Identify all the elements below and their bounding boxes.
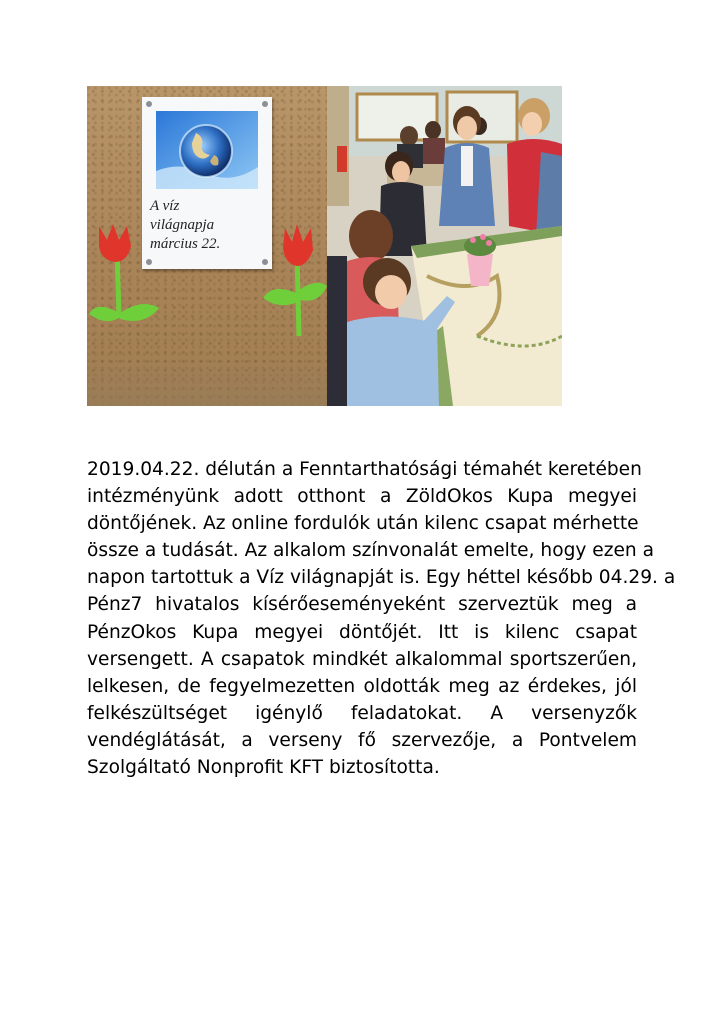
paper-tulip-left [87,218,165,338]
poster-line: világnapja [150,217,215,233]
earth-water-image [156,111,258,189]
article-line: Szolgáltató Nonprofit KFT biztosította. [87,757,440,779]
pin [262,101,268,107]
article-line: 2019.04.22. délután a Fenntarthatósági témahét keretében [87,459,642,480]
article-line: napon tartottuk a Víz világnapját is. Egy héttel később 04.29. a [87,567,676,589]
board-shadow [87,361,327,406]
article-line: döntőjének. Az online fordulók után kilenc csapat mérhette [87,513,639,535]
photo-collage [87,86,562,406]
article-body [87,456,676,781]
poster-caption [150,197,270,254]
article-line: felkészültséget igénylő feladatokat. A versenyzők [87,702,637,724]
article-line: lelkesen, de fegyelmezetten oldották meg az érdekes, jól [87,675,637,697]
article-line: versengett. A csapatok mindkét alkalommal sportszerűen, [87,648,637,670]
article-line: össze a tudását. Az alkalom színvonalát emelte, hogy ezen a [87,540,655,562]
article-line: vendéglátását, a verseny fő szervezője, a Pontvelem [87,729,637,751]
photo-poster-board [87,86,327,406]
article-line: intézményünk adott otthont a ZöldOkos Kupa megyei [87,486,637,508]
paper-tulip-right [259,218,327,348]
photo-children-at-table [327,86,562,406]
pin [146,101,152,107]
article-line: PénzOkos Kupa megyei döntőjét. Itt is kilenc csapat [87,621,637,643]
poster-line: A víz [150,198,180,214]
poster-line: március 22. [150,236,221,252]
article-line: Pénz7 hivatalos kísérőeseményeként szerveztük meg a [87,594,637,616]
